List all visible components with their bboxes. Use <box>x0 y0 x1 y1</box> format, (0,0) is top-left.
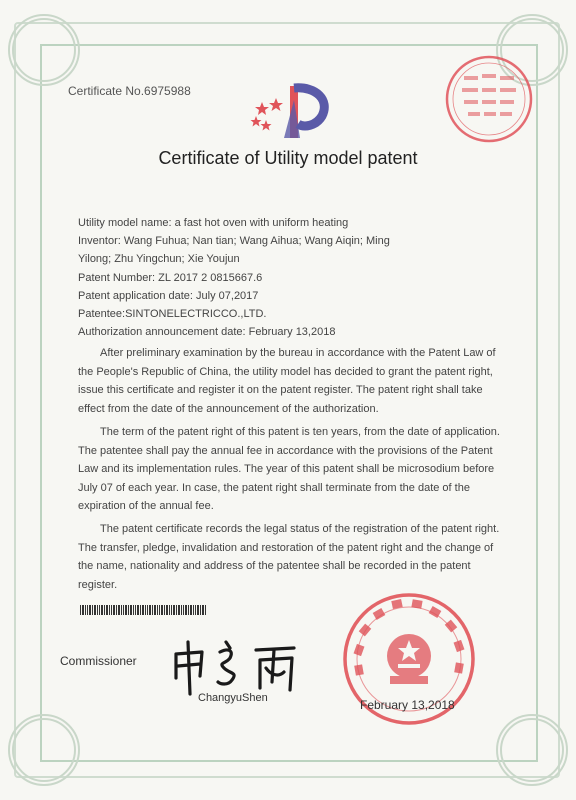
paragraph-grant: After preliminary examination by the bureau in accordance with the Patent Law of the People's Republic of China, the utility model has decided to grant the patent right, issue this certificate and register it on the patent register. The patent right shall take effect from the date of the announcement of the authorization. <box>78 347 496 415</box>
red-seal-top <box>442 52 536 146</box>
certificate-title: Certificate of Utility model patent <box>158 148 418 168</box>
paragraph-records: The patent certificate records the legal status of the registration of the patent right. The transfer, pledge, invalidation and restoration of the patent right and the change of the name, nationality and address of the patentee shall be recorded in the patent register. <box>78 523 500 591</box>
corner-ornament <box>496 714 568 786</box>
barcode <box>80 605 206 615</box>
patent-number: Patent Number: ZL 2017 2 0815667.6 <box>78 271 263 284</box>
signatory-name: ChangyuShen <box>198 692 268 704</box>
paragraph-term: The term of the patent right of this patent is ten years, from the date of application. The patentee shall pay the annual fee in accordance with the provisions of the Patent Law and its implementation rules. The year of this patent shall be microsodium before July 07 of each year. In case, the patent right shall terminate from the date of the expiration of the annual fee. <box>78 426 500 513</box>
patentee: Patentee:SINTONELECTRICCO.,LTD. <box>78 308 267 321</box>
seal-date: February 13,2018 <box>360 698 455 712</box>
corner-ornament <box>8 14 80 86</box>
patent-info-block <box>78 214 390 341</box>
application-date: Patent application date: July 07,2017 <box>78 289 259 302</box>
authorization-date: Authorization announcement date: February 13,2018 <box>78 326 336 339</box>
inventor-line-1: Inventor: Wang Fuhua; Nan tian; Wang Aihua; Wang Aiqin; Ming <box>78 235 390 248</box>
model-name: Utility model name: a fast hot oven with uniform heating <box>78 217 349 229</box>
inventor-line-2: Yilong; Zhu Yingchun; Xie Youjun <box>78 253 240 266</box>
patent-office-logo <box>238 80 338 146</box>
certificate-number: Certificate No.6975988 <box>68 84 191 98</box>
corner-ornament <box>8 714 80 786</box>
commissioner-label: Commissioner <box>60 654 137 668</box>
